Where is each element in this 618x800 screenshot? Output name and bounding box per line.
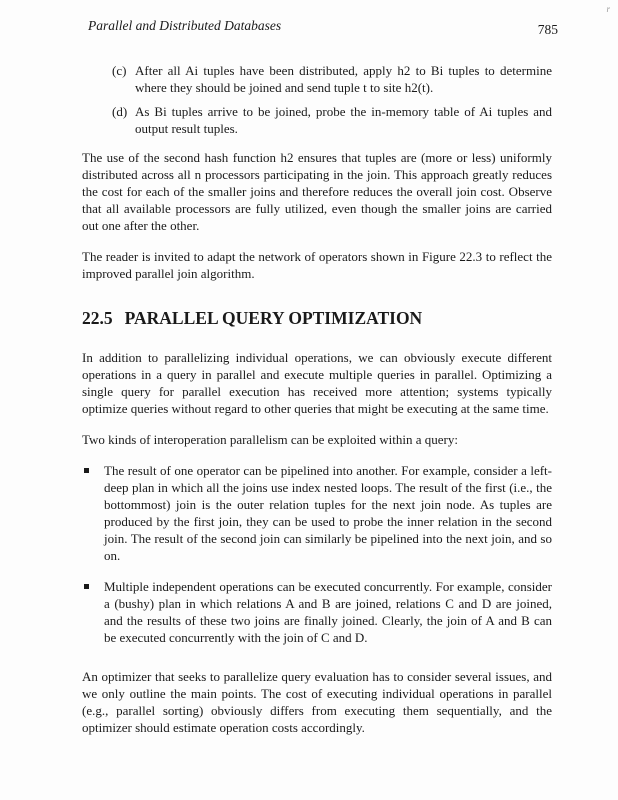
- substep-marker: (c): [112, 63, 127, 78]
- bullet-square-icon: [84, 468, 89, 473]
- bullet-pipelining: [82, 462, 552, 564]
- paragraph-intro: In addition to parallelizing individual operations, we can obviously execute different operations in a query in parallel and execute multiple queries in parallel. Optimizing a single query for parallel execution has received more attention; systems typically optimize queries without regard to other queries that might be executing at the same time.: [82, 350, 552, 416]
- paragraph-hash-function: The use of the second hash function h2 ensures that tuples are (more or less) uniformly distributed across all n processors participating in the join. This approach greatly reduces the cost for each of the smaller joins and therefore reduces the overall join cost. Observe that all available processors are fully utilized, even though the smaller joins are carried out one after the other.: [82, 150, 552, 233]
- running-header: [88, 18, 558, 38]
- substep-text: After all Ai tuples have been distributed, apply h2 to Bi tuples to determine where they should be joined and send tuple t to site h2(t).: [135, 63, 552, 95]
- page-body: [82, 62, 552, 750]
- algorithm-substeps: [112, 62, 552, 137]
- page-number: 785: [537, 22, 558, 37]
- bullet-text: The result of one operator can be pipelined into another. For example, consider a left-deep plan in which all the joins use index nested loops. The result of the first (i.e., the bottommost) join is the outer relation tuples for the next join node. As tuples are produced by the first join, they can be used to probe the inner relation in the second join. The result of the second join can similarly be pipelined into the next join, and so on.: [104, 463, 552, 563]
- paragraph-optimizer: An optimizer that seeks to parallelize query evaluation has to consider several issues, and we only outline the main points. The cost of executing individual operations in parallel (e.g., parallel sorting) obviously differs from executing them sequentially, and the optimizer should estimate operation costs accordingly.: [82, 669, 552, 735]
- section-number: 22.5: [82, 308, 113, 328]
- section-heading: [82, 310, 552, 327]
- running-title: Parallel and Distributed Databases: [88, 18, 282, 33]
- substep-d: [112, 103, 552, 137]
- paragraph-adapt-network: The reader is invited to adapt the network of operators shown in Figure 22.3 to reflect the improved parallel join algorithm.: [82, 249, 552, 281]
- substep-c: [112, 62, 552, 96]
- bullet-independent-operations: [82, 578, 552, 646]
- substep-marker: (d): [112, 104, 128, 119]
- bullet-text: Multiple independent operations can be executed concurrently. For example, consider a (bushy) plan in which relations A and B are joined, relations C and D are joined, and the results of these two joins are finally joined. Clearly, the join of A and B can be executed concurrently with the join of C and D.: [104, 579, 552, 645]
- corner-mark: r: [606, 4, 610, 14]
- section-title: PARALLEL QUERY OPTIMIZATION: [124, 308, 423, 328]
- paragraph-two-kinds: Two kinds of interoperation parallelism can be exploited within a query:: [82, 432, 458, 447]
- parallelism-bullets: [82, 462, 552, 646]
- bullet-square-icon: [84, 584, 89, 589]
- substep-text: As Bi tuples arrive to be joined, probe the in-memory table of Ai tuples and output result tuples.: [135, 104, 552, 136]
